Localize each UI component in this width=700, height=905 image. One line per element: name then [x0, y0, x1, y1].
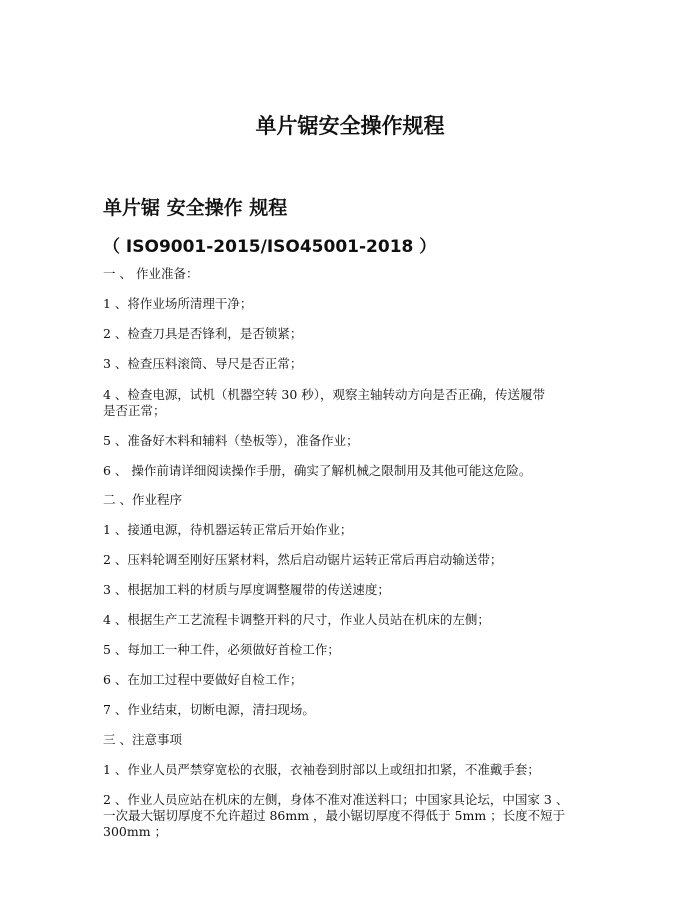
- list-item-continuation: 一次最大锯切厚度不允许超过 86mm ，最小锯切厚度不得低于 5mm ；长度不短于: [103, 808, 566, 823]
- list-item: 2 、检查刀具是否锋利，是否锁紧；: [103, 326, 303, 341]
- list-item: 4 、检查电源，试机（机器空转 30 秒），观察主轴转动方向是否正确，传送履带: [103, 387, 546, 402]
- list-item-continuation: 300mm ；: [103, 824, 168, 839]
- standard-reference: （ ISO9001-2015/ISO45001-2018 ）: [103, 237, 437, 257]
- section-heading-preparation: 一 、 作业准备：: [103, 266, 199, 281]
- section-heading-notes: 三 、注意事项: [103, 732, 182, 747]
- list-item-continuation: 是否正常；: [103, 403, 166, 418]
- list-item: 4 、根据生产工艺流程卡调整开料的尺寸，作业人员站在机床的左侧；: [103, 612, 490, 627]
- list-item: 3 、根据加工料的材质与厚度调整履带的传送速度；: [103, 582, 390, 597]
- list-item: 1 、接通电源，待机器运转正常后开始作业；: [103, 522, 353, 537]
- list-item: 2 、压料轮调至刚好压紧材料，然后启动锯片运转正常后再启动输送带；: [103, 552, 503, 567]
- list-item: 3 、检查压料滚筒、导尺是否正常；: [103, 356, 303, 371]
- list-item: 5 、每加工一种工件，必须做好首检工作；: [103, 642, 340, 657]
- list-item: 6 、在加工过程中要做好自检工作；: [103, 672, 303, 687]
- list-item: 1 、作业人员严禁穿宽松的衣服，衣袖卷到肘部以上或纽扣扣紧，不准戴手套；: [103, 762, 540, 777]
- list-item: 5 、准备好木料和辅料（垫板等），准备作业；: [103, 433, 359, 448]
- document-subtitle: 单片锯 安全操作 规程: [103, 197, 288, 219]
- list-item: 1 、将作业场所清理干净；: [103, 296, 253, 311]
- list-item: 2 、作业人员应站在机床的左侧，身体不准对准送料口；中国家具论坛，中国家 3 、: [103, 792, 569, 807]
- list-item: 7 、作业结束，切断电源，清扫现场。: [103, 702, 315, 717]
- list-item: 6 、 操作前请详细阅读操作手册，确实了解机械之限制用及其他可能这危险。: [103, 463, 532, 478]
- section-heading-procedure: 二 、作业程序: [103, 492, 182, 507]
- document-title: 单片锯安全操作规程: [255, 114, 445, 138]
